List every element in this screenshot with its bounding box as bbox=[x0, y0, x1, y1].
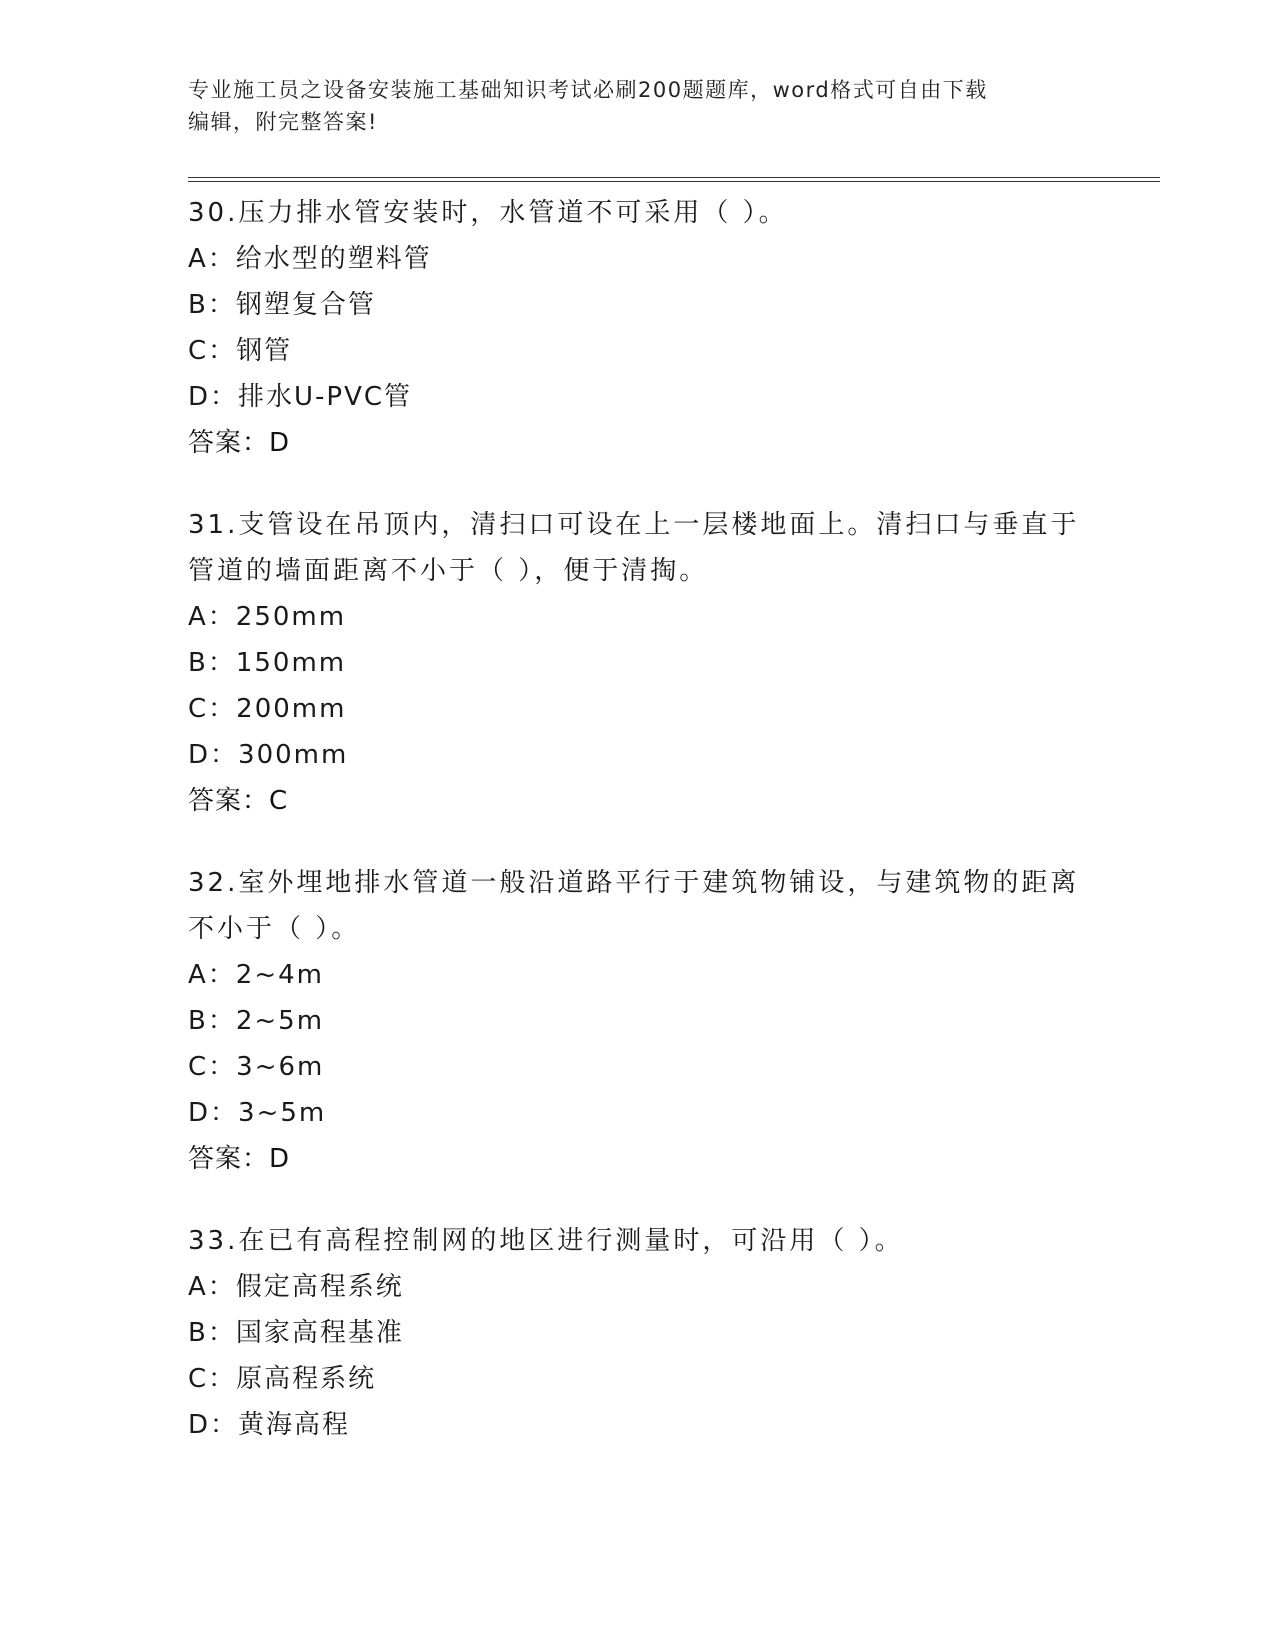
option-b: B：国家高程基准 bbox=[188, 1318, 404, 1348]
option-a: A：250mm bbox=[188, 602, 347, 632]
question-30 bbox=[188, 190, 1088, 466]
option-b: B：150mm bbox=[188, 648, 347, 678]
header-divider bbox=[188, 177, 1160, 182]
option-a: A：2~4m bbox=[188, 960, 324, 990]
option-d: D：黄海高程 bbox=[188, 1410, 351, 1440]
question-32 bbox=[188, 860, 1088, 1182]
question-stem: 33.在已有高程控制网的地区进行测量时，可沿用（ ）。 bbox=[188, 1226, 904, 1256]
option-a: A：给水型的塑料管 bbox=[188, 244, 432, 274]
option-c: C：原高程系统 bbox=[188, 1364, 377, 1394]
option-b: B：钢塑复合管 bbox=[188, 290, 376, 320]
option-d: D：排水U-PVC管 bbox=[188, 382, 413, 412]
answer-line: 答案：D bbox=[188, 428, 291, 458]
question-list bbox=[188, 190, 1088, 1484]
option-c: C：200mm bbox=[188, 694, 347, 724]
question-stem: 32.室外埋地排水管道一般沿道路平行于建筑物铺设，与建筑物的距离不小于（ ）。 bbox=[188, 868, 1080, 944]
answer-line: 答案：C bbox=[188, 786, 289, 816]
question-31 bbox=[188, 502, 1088, 824]
question-stem: 31.支管设在吊顶内，清扫口可设在上一层楼地面上。清扫口与垂直于管道的墙面距离不小于（ ），便于清掏。 bbox=[188, 510, 1080, 586]
question-stem: 30.压力排水管安装时，水管道不可采用（ ）。 bbox=[188, 198, 788, 228]
option-a: A：假定高程系统 bbox=[188, 1272, 404, 1302]
answer-line: 答案：D bbox=[188, 1144, 291, 1174]
option-c: C：钢管 bbox=[188, 336, 293, 366]
option-c: C：3~6m bbox=[188, 1052, 325, 1082]
document-header bbox=[188, 74, 1068, 138]
header-line-1: 专业施工员之设备安装施工基础知识考试必刷200题题库，word格式可自由下载 bbox=[188, 78, 988, 102]
option-d: D：3~5m bbox=[188, 1098, 327, 1128]
question-33 bbox=[188, 1218, 1088, 1448]
option-d: D：300mm bbox=[188, 740, 349, 770]
header-line-2: 编辑，附完整答案! bbox=[188, 110, 378, 134]
option-b: B：2~5m bbox=[188, 1006, 325, 1036]
